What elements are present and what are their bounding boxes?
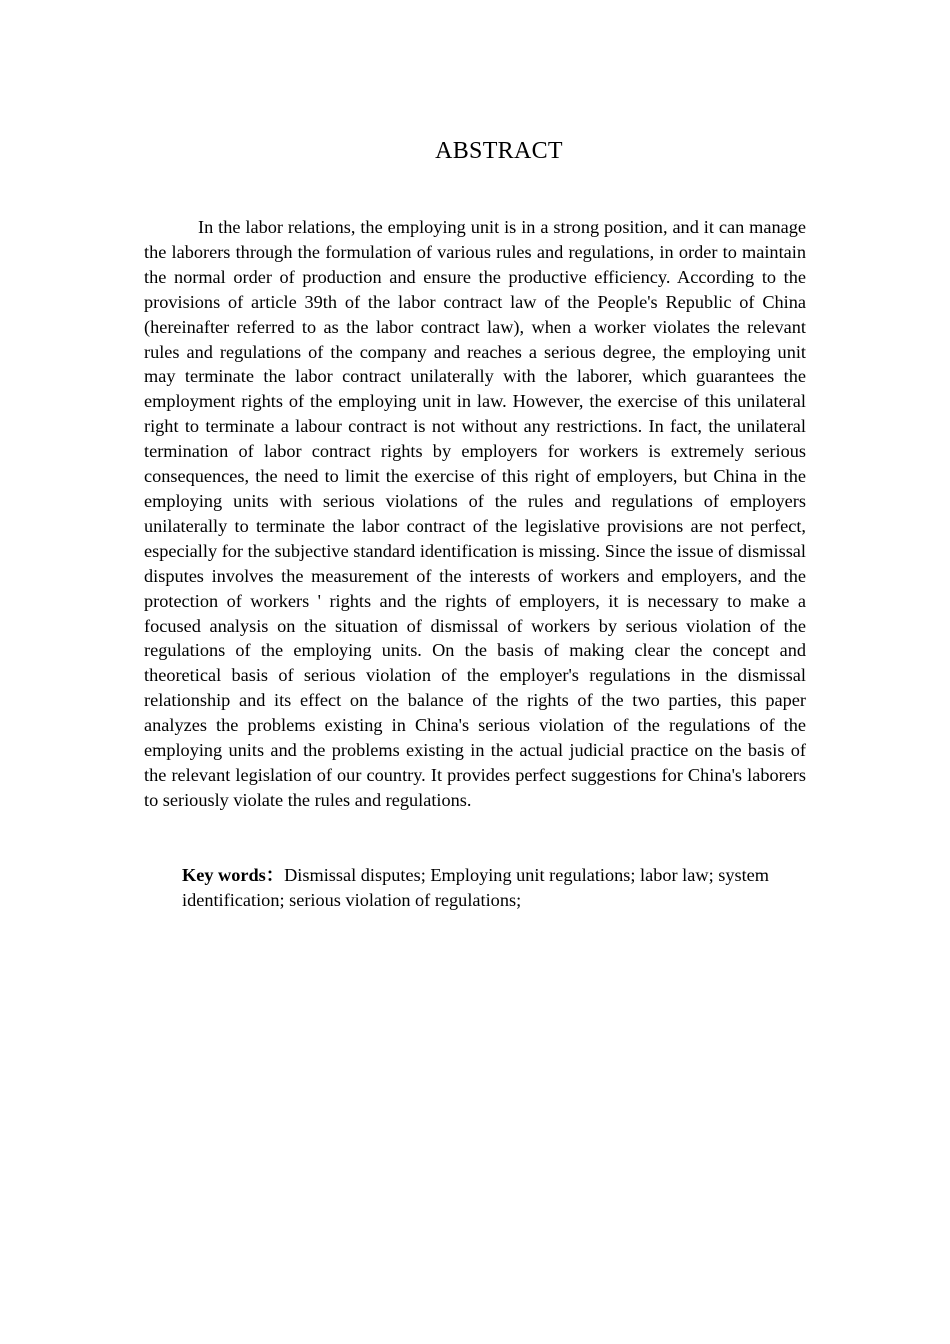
abstract-paragraph: In the labor relations, the employing unit is in a strong position, and it can manage the laborers through the formulation of various rules and regulations, in order to maintain the normal order of production and ensure the productive efficiency. According to the provisions of article 39th of the labor contract law of the People's Republic of China (hereinafter referred to as the labor contract law), when a worker violates the relevant rules and regulations of the company and reaches a serious degree, the employing unit may terminate the labor contract unilaterally with the laborer, which guarantees the employment rights of the employing unit in law. However, the exercise of this unilateral right to terminate a labour contract is not without any restrictions. In fact, the unilateral termination of labor contract rights by employers for workers is extremely serious consequences, the need to limit the exercise of this right of employers, but China in the employing units with serious violations of the rules and regulations of employers unilaterally to terminate the labor contract of the legislative provisions are not perfect, especially for the subjective standard identification is missing. Since the issue of dismissal disputes involves the measurement of the interests of workers and employers, and the protection of workers ' rights and the rights of employers, it is necessary to make a focused analysis on the situation of dismissal of workers by serious violation of the regulations of the employing units. On the basis of making clear the concept and theoretical basis of serious violation of the employer's regulations in the dismissal relationship and its effect on the balance of the rights of the two parties, this paper analyzes the problems existing in China's serious violation of the regulations of the employing units and the problems existing in the actual judicial practice on the basis of the relevant legislation of our country. It provides perfect suggestions for China's laborers to seriously violate the rules and regulations. xyxy=(144,217,806,810)
keywords-label: Key words： xyxy=(182,865,285,885)
keywords-list: Dismissal disputes; Employing unit regulations; labor law; system identification; serious violation of regulations; xyxy=(182,865,770,910)
page-title: ABSTRACT xyxy=(435,138,563,164)
keywords-section xyxy=(182,863,812,912)
